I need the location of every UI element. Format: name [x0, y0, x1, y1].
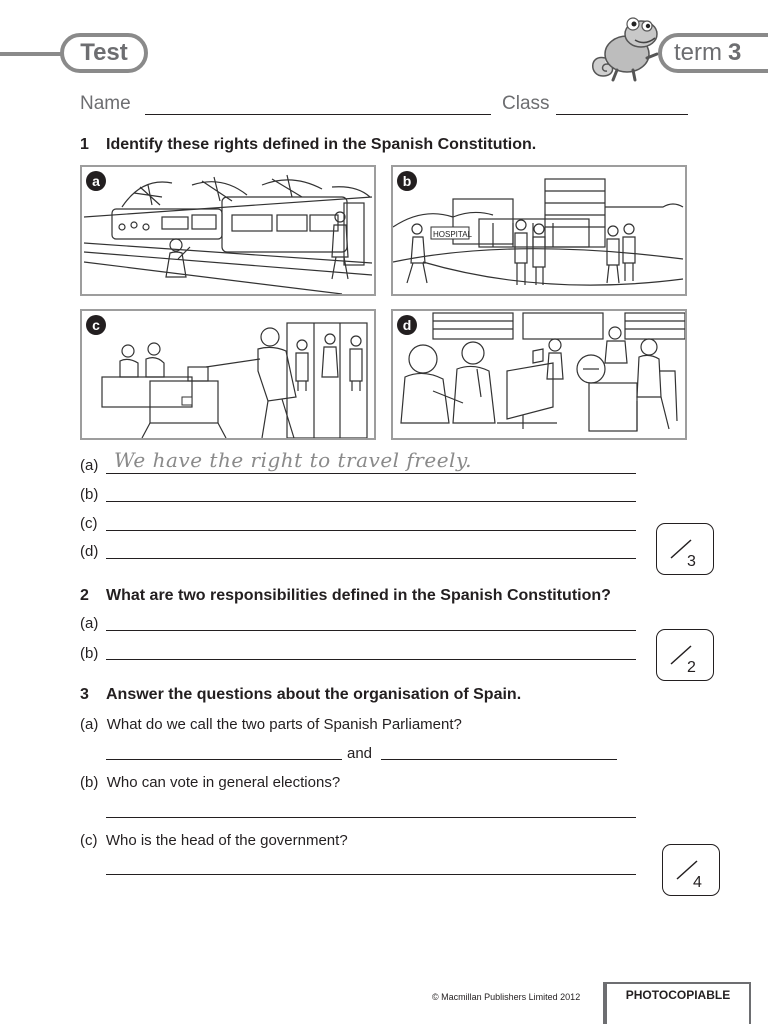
q1-title: [80, 136, 536, 154]
panel-c-letter: c: [86, 315, 106, 335]
q3-item-c: [80, 832, 348, 849]
panel-c-voting: [80, 309, 376, 440]
hospital-sign-text: HOSPITAL: [433, 230, 472, 239]
q3-item-c-text: Who is the head of the government?: [105, 832, 348, 849]
q1-line-b-label: (b): [80, 486, 99, 503]
copyright-notice: © Macmillan Publishers Limited 2012: [432, 992, 581, 1002]
term-number: 3: [728, 39, 742, 66]
score-slash-icon: [657, 524, 713, 574]
q3-item-a-text: What do we call the two parts of Spanish Parliament?: [106, 716, 462, 733]
q3-a-line-2[interactable]: [381, 759, 617, 760]
q3-item-a-label: (a): [80, 716, 99, 733]
q3-item-b: [80, 774, 340, 791]
panel-b-hospital: [391, 165, 687, 296]
hospital-illustration: [393, 167, 685, 294]
q2-score-box[interactable]: [656, 629, 714, 681]
term-label: [658, 33, 768, 73]
panel-a-letter: a: [86, 171, 106, 191]
score-slash-icon: [663, 845, 719, 895]
q3-a-connector: and: [347, 745, 373, 762]
work-illustration: [393, 311, 685, 438]
q1-max-score: 3: [687, 553, 696, 570]
panel-d-work: [391, 309, 687, 440]
q3-b-line[interactable]: [106, 817, 636, 818]
q1-line-a-answer: We have the right to travel freely.: [114, 448, 472, 472]
q1-score-box[interactable]: [656, 523, 714, 575]
q2-title-text: What are two responsibilities defined in the Spanish Constitution?: [106, 587, 611, 604]
panel-a-train: [80, 165, 376, 296]
voting-illustration: [82, 311, 374, 438]
q3-item-c-label: (c): [80, 832, 98, 849]
test-label-text: Test: [80, 39, 128, 66]
name-label: Name: [80, 93, 131, 114]
test-label: [60, 33, 148, 73]
q3-item-a: [80, 716, 462, 733]
q3-score-box[interactable]: [662, 844, 720, 896]
q1-line-a-label: (a): [80, 457, 99, 474]
q1-line-c[interactable]: [106, 530, 636, 531]
photocopiable-text: PHOTOCOPIABLE: [625, 988, 731, 1002]
q1-line-d-label: (d): [80, 543, 99, 560]
q3-a-line-1[interactable]: [106, 759, 342, 760]
q2-max-score: 2: [687, 659, 696, 676]
q2-number: 2: [80, 587, 89, 604]
q1-line-d[interactable]: [106, 558, 636, 559]
q1-line-c-label: (c): [80, 515, 98, 532]
q2-line-a[interactable]: [106, 630, 636, 631]
q1-number: 1: [80, 136, 89, 153]
name-field[interactable]: [145, 114, 491, 115]
q2-line-b-label: (b): [80, 645, 99, 662]
class-field[interactable]: [556, 114, 688, 115]
panel-d-letter: d: [397, 315, 417, 335]
term-label-text: term: [674, 39, 722, 66]
q3-max-score: 4: [693, 874, 702, 891]
score-slash-icon: [657, 630, 713, 680]
q2-title: [80, 587, 611, 605]
panel-b-letter: b: [397, 171, 417, 191]
photocopiable-label: [603, 982, 751, 1024]
q1-title-text: Identify these rights defined in the Spanish Constitution.: [106, 136, 537, 153]
q3-title-text: Answer the questions about the organisation of Spain.: [106, 686, 522, 703]
q1-line-b[interactable]: [106, 501, 636, 502]
train-illustration: [82, 167, 374, 294]
q2-line-b[interactable]: [106, 659, 636, 660]
q1-line-a[interactable]: [106, 473, 636, 474]
q3-item-b-text: Who can vote in general elections?: [106, 774, 341, 791]
header-rule: [0, 52, 64, 56]
q3-number: 3: [80, 686, 89, 703]
q3-c-line[interactable]: [106, 874, 636, 875]
q3-item-b-label: (b): [80, 774, 99, 791]
q3-title: [80, 686, 521, 704]
q2-line-a-label: (a): [80, 615, 99, 632]
class-label: Class: [502, 93, 550, 114]
